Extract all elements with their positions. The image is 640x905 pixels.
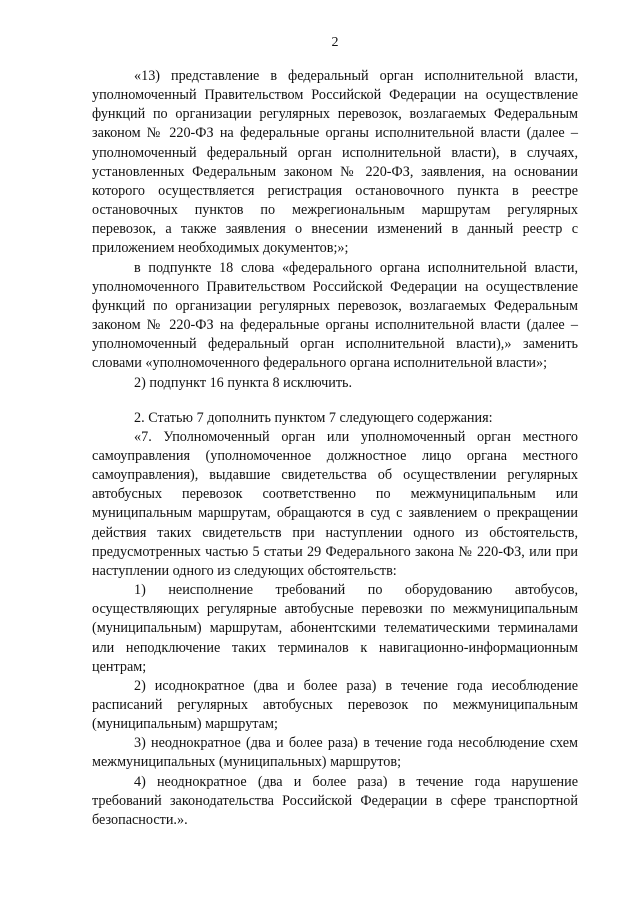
paragraph-gap xyxy=(92,393,578,409)
list-item-3: 3) неоднократное (два и более раза) в течение года несоблюдение схем межмуниципальных (муниципальных) маршрутов; xyxy=(92,735,578,771)
list-item-1: 1) неисполнение требований по оборудованию автобусов, осуществляющих регулярные автобусные перевозки по межмуниципальным (муниципальным) маршрутам, абонентскими телематическими терминалами или неподключение таких терминалов к навигационно-информационным центрам; xyxy=(92,582,578,675)
list-item-2: 2) исоднократное (два и более раза) в течение года иесоблюдение расписаний регулярных автобусных перевозок по межмуниципальным (муниципальным) маршрутам; xyxy=(92,677,578,733)
paragraph-subitem-18: в подпункте 18 слова «федерального органа исполнительной власти, уполномоченного Правительством Российской Федерации на осуществление функций по организации регулярных перевозок, возлагаемых Федеральным законом № 220-ФЗ на федеральные органы исполнительной власти (далее – уполномоченный федеральный орган исполнительной власти),» заменить словами «уполномоченного федерального органа исполнительной власти»; xyxy=(92,259,578,372)
document-body xyxy=(92,67,578,830)
paragraph-subitem-16-exclude: 2) подпункт 16 пункта 8 исключить. xyxy=(134,374,353,391)
list-item-4: 4) неоднократное (два и более раза) в течение года нарушение требований законодательства Российской Федерации в сфере транспортной безопасности.». xyxy=(92,773,578,828)
paragraph-article-7-point-7: «7. Уполномоченный орган или уполномоченный орган местного самоуправления (уполномоченное должностное лицо органа местного самоуправления), выдавшие свидетельства об осуществлении регулярных автобусных перевозок соответственно по межмуниципальным или муниципальным маршрутам, обращаются в суд с заявлением о прекращении действия таких свидетельств при наступлении одного из обстоятельств, предусмотренных частью 5 статьи 29 Федерального закона № 220-ФЗ, или при наступлении одного из следующих обстоятельств: xyxy=(92,428,578,579)
paragraph-article-7-intro: 2. Статью 7 дополнить пунктом 7 следующего содержания: xyxy=(134,409,493,426)
paragraph-item-13: «13) представление в федеральный орган исполнительной власти, уполномоченный Правительством Российской Федерации на осуществление функций по организации регулярных перевозок, возлагаемых Федеральным законом № 220-ФЗ на федеральные органы исполнительной власти (далее – уполномоченный федеральный орган исполнительной власти), в случаях, установленных Федеральным законом № 220-ФЗ, заявления, на основании которого осуществляется регистрация остановочного пункта в реестре остановочных пунктов по межрегиональным маршрутам регулярных перевозок, а также заявления о внесении изменений в данный реестр с приложением необходимых документов;»; xyxy=(92,68,578,257)
page-number: 2 xyxy=(331,35,339,50)
